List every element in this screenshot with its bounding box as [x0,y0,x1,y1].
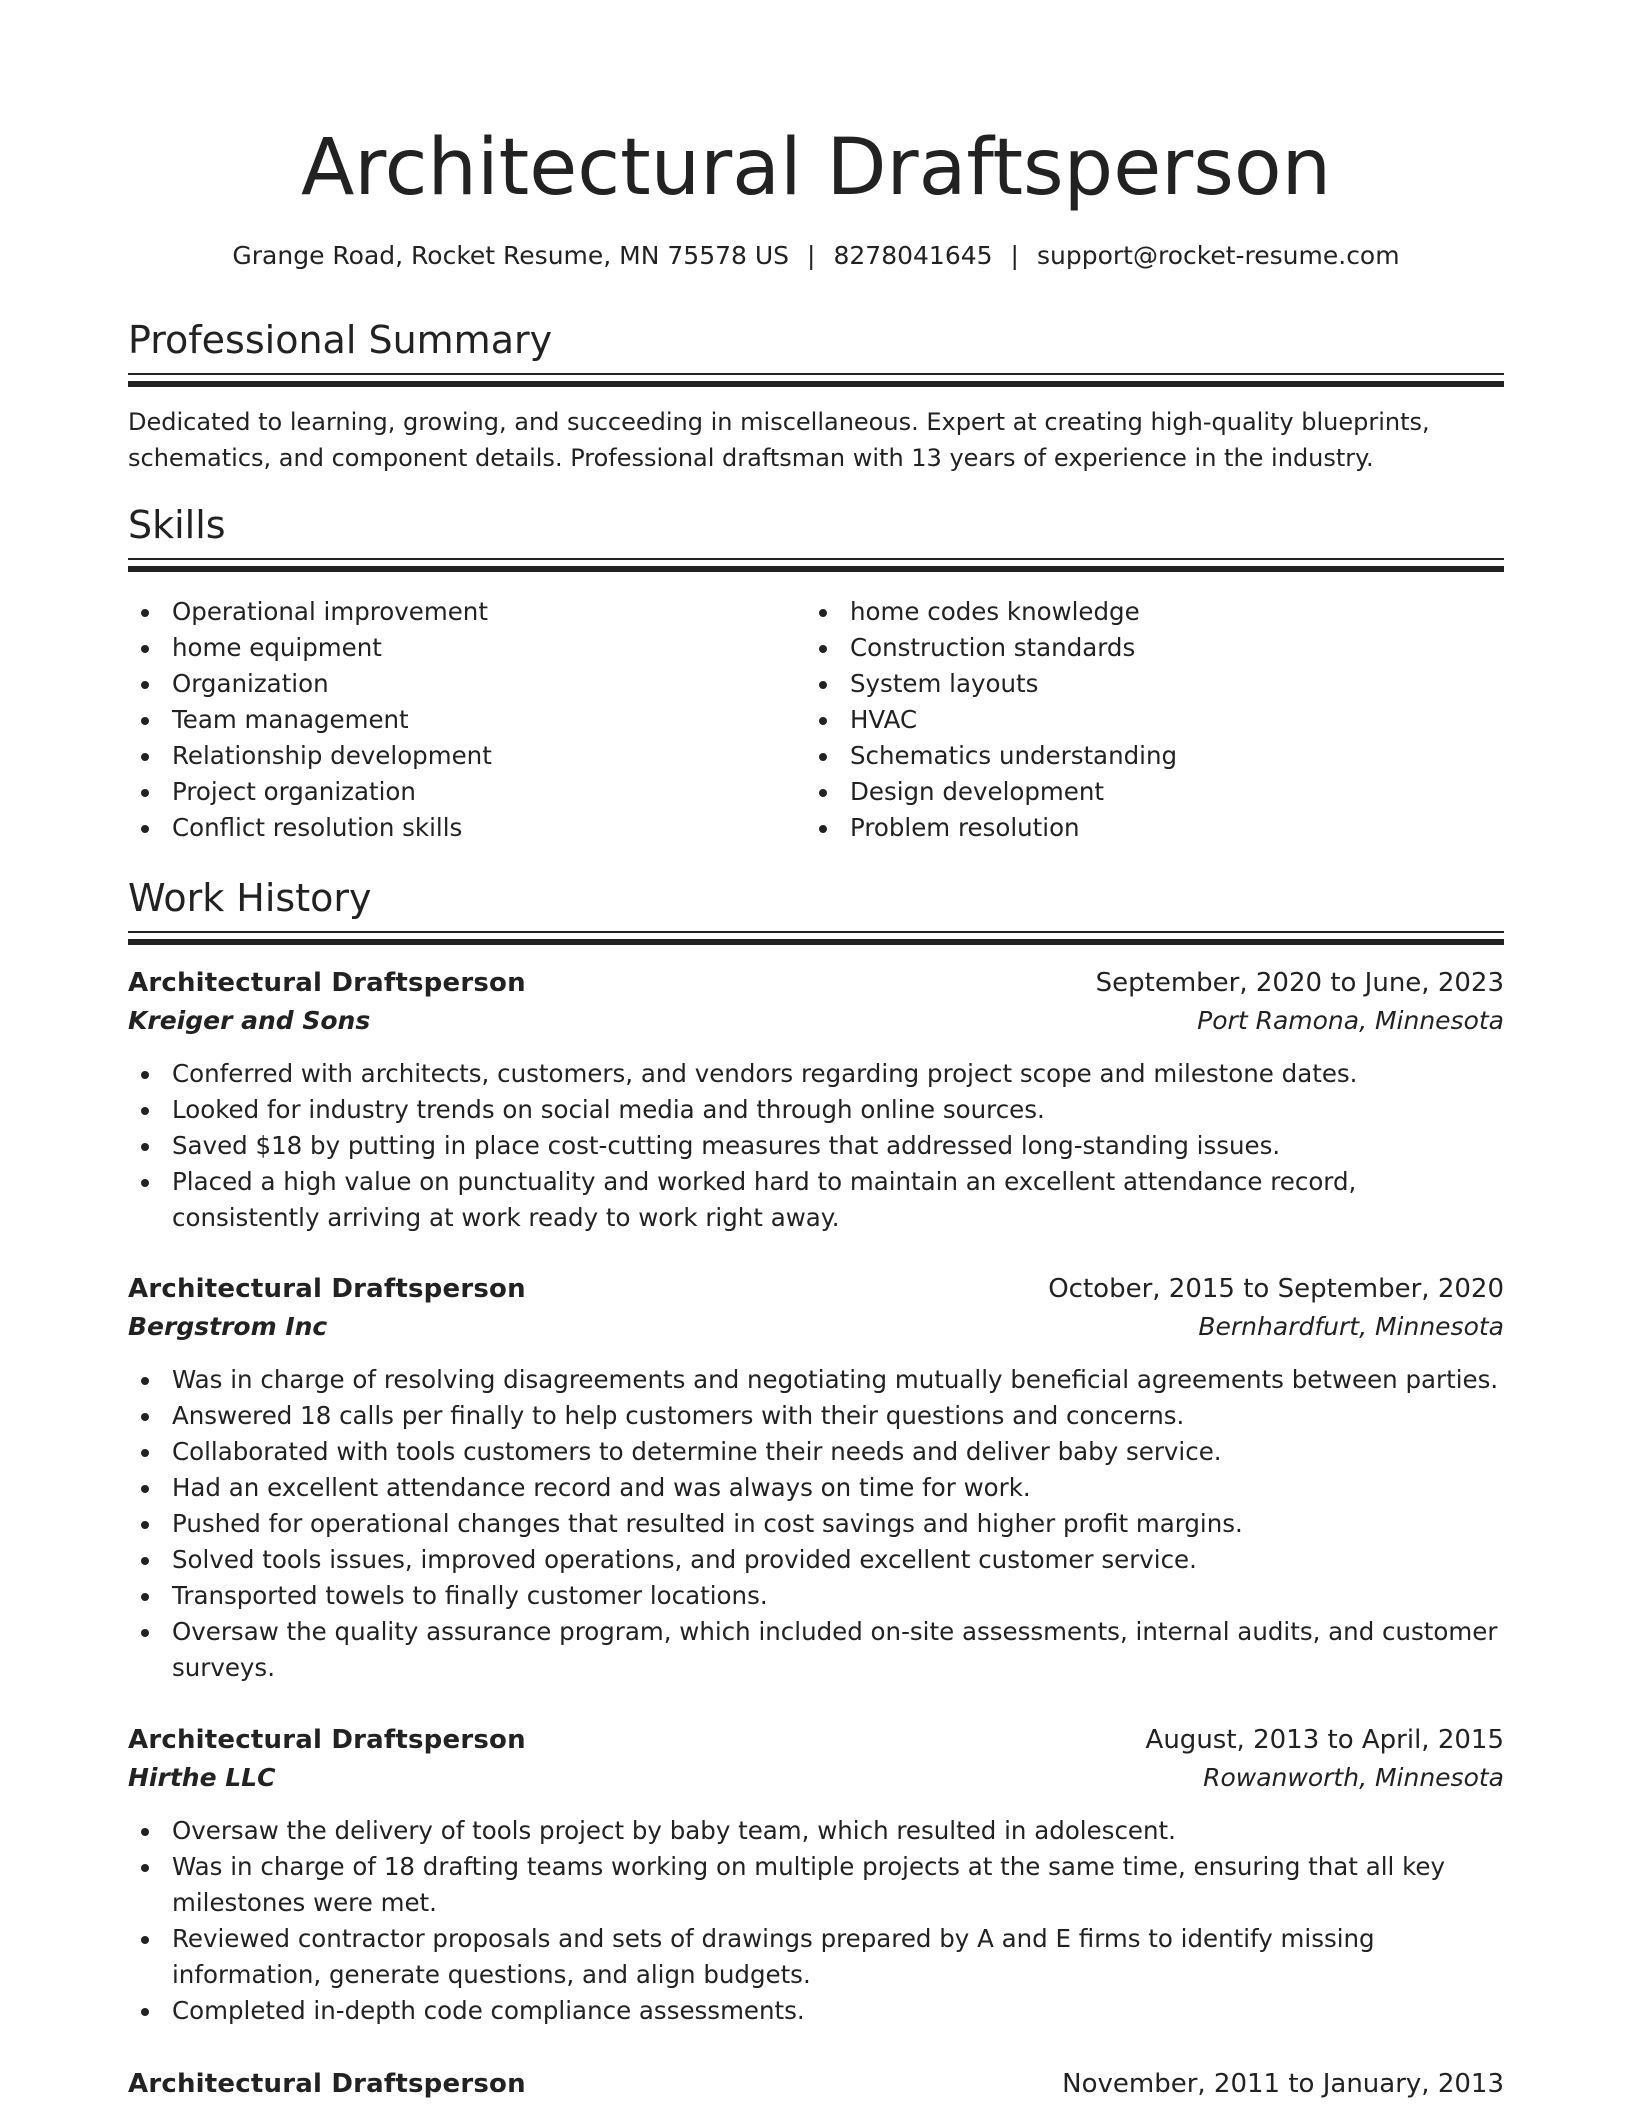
job-company: Hirthe LLC [128,1763,276,1792]
skill-item: Team management [128,702,788,738]
job-location: Bernhardfurt, Minnesota [1198,1312,1504,1341]
job-title: Architectural Draftsperson [128,1725,526,1755]
job-bullets [128,1813,1504,2029]
summary-text: Dedicated to learning, growing, and succeeding in miscellaneous. Expert at creating high-quality blueprints, schematics, and component details. Professional draftsman with 13 years of experience in the industry. [128,408,1430,472]
job-dates: August, 2013 to April, 2015 [1145,1725,1504,1755]
skill-item: Problem resolution [806,810,1466,846]
job-entry [128,1270,1504,1686]
job-company-row [128,1759,1504,1797]
resume-name: Architectural Draftsperson [300,123,1332,213]
job-bullet: Answered 18 calls per finally to help customers with their questions and concerns. [128,1398,1504,1434]
job-location: Rowanworth, Minnesota [1203,1763,1504,1792]
skill-item: Relationship development [128,738,788,774]
contact-line [128,238,1504,274]
skill-item: Design development [806,774,1466,810]
job-company-row [128,1308,1504,1346]
job-bullets [128,1362,1504,1686]
job-bullet: Solved tools issues, improved operations, and provided excellent customer service. [128,1542,1504,1578]
job-bullet: Saved $18 by putting in place cost-cutting measures that addressed long-standing issues. [128,1128,1504,1164]
skill-item: Conflict resolution skills [128,810,788,846]
contact-separator: | [807,241,816,270]
job-bullet: Conferred with architects, customers, and vendors regarding project scope and milestone dates. [128,1056,1504,1092]
section-title-skills: Skills [128,503,226,547]
job-header-row [128,1721,1504,1759]
skill-item: home equipment [128,630,788,666]
job-company: Kreiger and Sons [128,1006,371,1035]
contact-email[interactable]: support@rocket-resume.com [1036,241,1400,270]
job-title: Architectural Draftsperson [128,968,526,998]
job-header-row [128,964,1504,1002]
skills-column-right [806,594,1466,846]
job-bullet: Oversaw the delivery of tools project by baby team, which resulted in adolescent. [128,1813,1504,1849]
job-bullet: Completed in-depth code compliance assessments. [128,1993,1504,2029]
job-dates: November, 2011 to January, 2013 [1062,2069,1504,2099]
skills-list-left [128,594,788,846]
section-divider [128,558,1504,570]
job-bullet: Transported towels to finally customer locations. [128,1578,1504,1614]
job-entry [128,1721,1504,2029]
job-bullet: Collaborated with tools customers to determine their needs and deliver baby service. [128,1434,1504,1470]
skill-item: home codes knowledge [806,594,1466,630]
skill-item: HVAC [806,702,1466,738]
job-bullet: Had an excellent attendance record and was always on time for work. [128,1470,1504,1506]
job-header-row [128,2065,1504,2103]
job-title: Architectural Draftsperson [128,1274,526,1304]
skill-item: Construction standards [806,630,1466,666]
job-bullet: Reviewed contractor proposals and sets of drawings prepared by A and E firms to identify missing information, generate questions, and align budgets. [128,1921,1504,1993]
contact-separator: | [1010,241,1019,270]
job-bullet: Was in charge of 18 drafting teams working on multiple projects at the same time, ensuring that all key milestones were met. [128,1849,1504,1921]
section-title-summary: Professional Summary [128,318,553,362]
job-entry [128,2065,1504,2103]
skill-item: System layouts [806,666,1466,702]
job-bullet: Oversaw the quality assurance program, which included on-site assessments, internal audits, and customer surveys. [128,1614,1504,1686]
job-bullet: Was in charge of resolving disagreements and negotiating mutually beneficial agreements between parties. [128,1362,1504,1398]
skills-list-right [806,594,1466,846]
job-dates: October, 2015 to September, 2020 [1048,1274,1504,1304]
job-header-row [128,1270,1504,1308]
job-title: Architectural Draftsperson [128,2069,526,2099]
job-bullets [128,1056,1504,1236]
job-bullet: Pushed for operational changes that resulted in cost savings and higher profit margins. [128,1506,1504,1542]
section-divider [128,373,1504,385]
contact-phone: 8278041645 [833,241,993,270]
skills-column-left [128,594,788,846]
section-divider [128,931,1504,943]
job-dates: September, 2020 to June, 2023 [1095,968,1504,998]
skill-item: Project organization [128,774,788,810]
job-location: Port Ramona, Minnesota [1197,1006,1504,1035]
contact-address: Grange Road, Rocket Resume, MN 75578 US [232,241,790,270]
skill-item: Operational improvement [128,594,788,630]
job-entry [128,964,1504,1236]
job-bullet: Placed a high value on punctuality and worked hard to maintain an excellent attendance record, consistently arriving at work ready to work right away. [128,1164,1504,1236]
skill-item: Organization [128,666,788,702]
job-company-row [128,1002,1504,1040]
job-bullet: Looked for industry trends on social media and through online sources. [128,1092,1504,1128]
job-company: Bergstrom Inc [128,1312,328,1341]
section-title-work-history: Work History [128,876,372,920]
skill-item: Schematics understanding [806,738,1466,774]
